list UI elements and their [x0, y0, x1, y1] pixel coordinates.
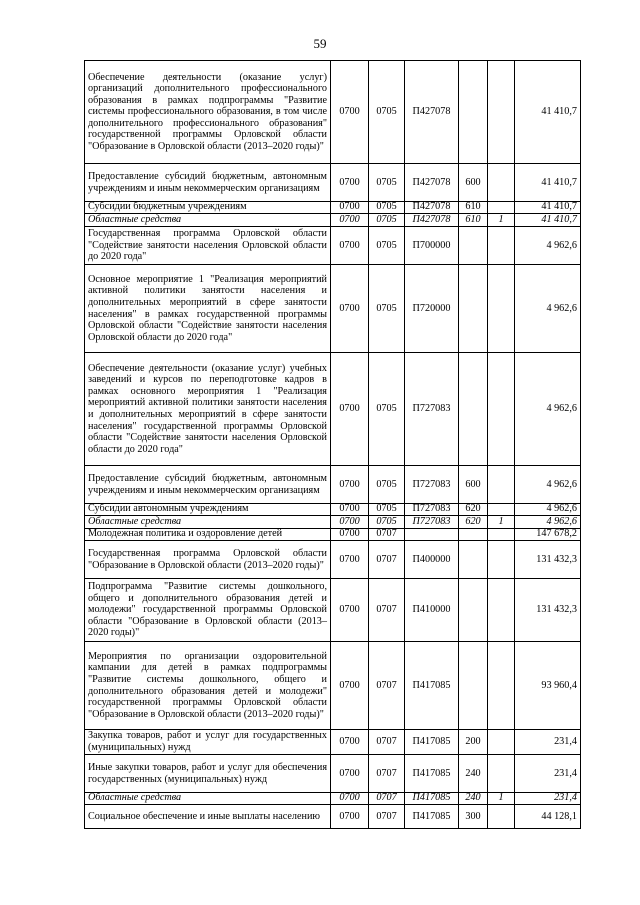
cell-e: 1	[488, 516, 515, 529]
cell-name: Областные средства	[85, 793, 331, 805]
cell-name: Основное мероприятие 1 "Реализация мероприятий активной политики занятости населения и дополнительных мероприятий в сфере занятости населения" в рамках государственной программы Орловской области "Содействие занятости населения Орловской области до 2020 года"	[85, 265, 331, 353]
cell-name: Государственная программа Орловской области "Образование в Орловской области (2013–2020 годы)"	[85, 541, 331, 579]
budget-table	[84, 60, 581, 829]
cell-d: 300	[459, 805, 488, 829]
cell-d	[459, 353, 488, 466]
cell-name: Субсидии автономным учреждениям	[85, 504, 331, 516]
cell-a: 0700	[331, 579, 369, 642]
cell-d	[459, 541, 488, 579]
cell-a: 0700	[331, 642, 369, 730]
cell-c: П417085	[405, 805, 459, 829]
cell-b: 0705	[369, 164, 405, 202]
table-row	[85, 61, 581, 164]
cell-b: 0705	[369, 516, 405, 529]
cell-a: 0700	[331, 504, 369, 516]
cell-c: П427078	[405, 61, 459, 164]
cell-a: 0700	[331, 164, 369, 202]
cell-name: Подпрограмма "Развитие системы дошкольного, общего и дополнительного образования детей и молодежи" государственной программы Орловской области "Образование в Орловской области (2013–2020 годы)"	[85, 579, 331, 642]
cell-d	[459, 61, 488, 164]
cell-c: П700000	[405, 227, 459, 265]
cell-e	[488, 202, 515, 214]
cell-c: П417085	[405, 793, 459, 805]
cell-sum: 44 128,1	[515, 805, 581, 829]
cell-name: Предоставление субсидий бюджетным, автономным учреждениям и иным некоммерческим организациям	[85, 466, 331, 504]
cell-d: 600	[459, 466, 488, 504]
cell-a: 0700	[331, 730, 369, 755]
cell-b: 0707	[369, 529, 405, 541]
table-row	[85, 793, 581, 805]
table-row	[85, 529, 581, 541]
cell-name: Предоставление субсидий бюджетным, автономным учреждениям и иным некоммерческим организациям	[85, 164, 331, 202]
cell-sum: 41 410,7	[515, 214, 581, 227]
cell-b: 0705	[369, 466, 405, 504]
table-row	[85, 504, 581, 516]
cell-c: П400000	[405, 541, 459, 579]
table-row	[85, 516, 581, 529]
cell-name: Государственная программа Орловской области "Содействие занятости населения Орловской области до 2020 года"	[85, 227, 331, 265]
table-row	[85, 202, 581, 214]
cell-sum: 131 432,3	[515, 541, 581, 579]
table-row	[85, 579, 581, 642]
cell-d: 620	[459, 516, 488, 529]
table-row	[85, 227, 581, 265]
cell-d	[459, 642, 488, 730]
cell-sum: 131 432,3	[515, 579, 581, 642]
cell-e	[488, 642, 515, 730]
cell-c: П727083	[405, 504, 459, 516]
cell-b: 0705	[369, 353, 405, 466]
cell-sum: 4 962,6	[515, 353, 581, 466]
cell-b: 0705	[369, 214, 405, 227]
cell-name: Областные средства	[85, 214, 331, 227]
cell-e	[488, 466, 515, 504]
table-row	[85, 466, 581, 504]
table-row	[85, 353, 581, 466]
cell-a: 0700	[331, 227, 369, 265]
cell-sum: 4 962,6	[515, 516, 581, 529]
cell-sum: 4 962,6	[515, 504, 581, 516]
cell-a: 0700	[331, 541, 369, 579]
cell-b: 0707	[369, 642, 405, 730]
table-row	[85, 755, 581, 793]
cell-sum: 93 960,4	[515, 642, 581, 730]
cell-a: 0700	[331, 805, 369, 829]
cell-sum: 41 410,7	[515, 61, 581, 164]
cell-d	[459, 579, 488, 642]
table-row	[85, 730, 581, 755]
cell-d: 240	[459, 793, 488, 805]
cell-d	[459, 265, 488, 353]
cell-a: 0700	[331, 353, 369, 466]
cell-sum: 41 410,7	[515, 164, 581, 202]
cell-c: П417085	[405, 730, 459, 755]
cell-sum: 4 962,6	[515, 466, 581, 504]
cell-a: 0700	[331, 793, 369, 805]
cell-a: 0700	[331, 529, 369, 541]
cell-c: П427078	[405, 202, 459, 214]
cell-name: Иные закупки товаров, работ и услуг для обеспечения государственных (муниципальных) нужд	[85, 755, 331, 793]
cell-c: П410000	[405, 579, 459, 642]
cell-sum: 41 410,7	[515, 202, 581, 214]
table-row	[85, 214, 581, 227]
cell-name: Обеспечение деятельности (оказание услуг) учебных заведений и курсов по переподготовке кадров в рамках основного мероприятия 1 "Реализация мероприятий активной политики занятости населения и дополнительных мероприятий в сфере занятости населения" государственной программы Орловской области "Содействие занятости населения Орловской области до 2020 года"	[85, 353, 331, 466]
cell-e: 1	[488, 214, 515, 227]
cell-e	[488, 755, 515, 793]
cell-b: 0705	[369, 504, 405, 516]
cell-a: 0700	[331, 214, 369, 227]
table-row	[85, 541, 581, 579]
cell-d	[459, 227, 488, 265]
cell-e	[488, 504, 515, 516]
cell-name: Закупка товаров, работ и услуг для государственных (муниципальных) нужд	[85, 730, 331, 755]
cell-e	[488, 353, 515, 466]
cell-c: П417085	[405, 642, 459, 730]
cell-b: 0707	[369, 805, 405, 829]
cell-a: 0700	[331, 61, 369, 164]
cell-a: 0700	[331, 516, 369, 529]
cell-name: Субсидии бюджетным учреждениям	[85, 202, 331, 214]
cell-a: 0700	[331, 202, 369, 214]
cell-c: П720000	[405, 265, 459, 353]
cell-b: 0707	[369, 541, 405, 579]
cell-b: 0705	[369, 227, 405, 265]
cell-d	[459, 529, 488, 541]
cell-b: 0707	[369, 579, 405, 642]
cell-e	[488, 805, 515, 829]
cell-b: 0705	[369, 61, 405, 164]
cell-name: Областные средства	[85, 516, 331, 529]
cell-name: Обеспечение деятельности (оказание услуг) организаций дополнительного профессионального образования в рамках подпрограммы "Развитие системы профессионального образования, в том числе дополнительного профессионального образования" государственной программы Орловской области "Образование в Орловской области (2013–2020 годы)"	[85, 61, 331, 164]
table-row	[85, 164, 581, 202]
cell-c: П727083	[405, 516, 459, 529]
cell-sum: 4 962,6	[515, 265, 581, 353]
cell-d: 240	[459, 755, 488, 793]
cell-e: 1	[488, 793, 515, 805]
table-row	[85, 805, 581, 829]
cell-d: 600	[459, 164, 488, 202]
cell-e	[488, 164, 515, 202]
page-number: 59	[313, 36, 327, 51]
cell-e	[488, 61, 515, 164]
cell-c	[405, 529, 459, 541]
cell-sum: 4 962,6	[515, 227, 581, 265]
cell-c: П427078	[405, 164, 459, 202]
cell-name: Мероприятия по организации оздоровительной кампании для детей в рамках подпрограммы "Развитие системы дошкольного, общего и дополнительного образования детей и молодежи" государственной программы Орловской области "Образование в Орловской области (2013–2020 годы)"	[85, 642, 331, 730]
cell-e	[488, 529, 515, 541]
cell-a: 0700	[331, 466, 369, 504]
cell-sum: 231,4	[515, 755, 581, 793]
cell-c: П417085	[405, 755, 459, 793]
cell-b: 0705	[369, 265, 405, 353]
cell-a: 0700	[331, 755, 369, 793]
cell-sum: 231,4	[515, 730, 581, 755]
cell-b: 0705	[369, 202, 405, 214]
cell-d: 620	[459, 504, 488, 516]
cell-b: 0707	[369, 755, 405, 793]
cell-d: 610	[459, 202, 488, 214]
cell-c: П727083	[405, 466, 459, 504]
cell-name: Социальное обеспечение и иные выплаты населению	[85, 805, 331, 829]
cell-e	[488, 227, 515, 265]
cell-c: П727083	[405, 353, 459, 466]
cell-c: П427078	[405, 214, 459, 227]
cell-e	[488, 730, 515, 755]
cell-sum: 231,4	[515, 793, 581, 805]
table-row	[85, 265, 581, 353]
cell-b: 0707	[369, 793, 405, 805]
cell-e	[488, 579, 515, 642]
table-row	[85, 642, 581, 730]
cell-d: 610	[459, 214, 488, 227]
cell-a: 0700	[331, 265, 369, 353]
cell-b: 0707	[369, 730, 405, 755]
cell-d: 200	[459, 730, 488, 755]
cell-sum: 147 678,2	[515, 529, 581, 541]
cell-name: Молодежная политика и оздоровление детей	[85, 529, 331, 541]
cell-e	[488, 541, 515, 579]
cell-e	[488, 265, 515, 353]
